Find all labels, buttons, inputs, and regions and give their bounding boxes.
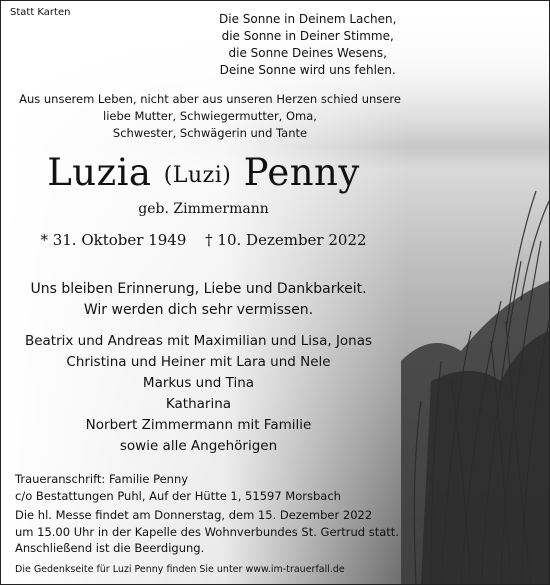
family-line: sowie alle Angehörigen — [119, 438, 278, 454]
first-name: Luzia — [47, 151, 152, 194]
poem — [219, 11, 396, 79]
poem-line: die Sonne Deines Wesens, — [228, 46, 387, 60]
family-line: Markus und Tina — [142, 375, 255, 391]
mass-line: Die hl. Messe findet am Donnerstag, dem 15. Dezember 2022 — [15, 508, 373, 522]
family-line: Katharina — [165, 396, 232, 412]
family-line: Christina und Heiner mit Lara und Nele — [66, 354, 331, 370]
poem-line: Deine Sonne wird uns fehlen. — [219, 63, 396, 77]
header-statt-karten: Statt Karten — [10, 7, 71, 18]
intro-text — [15, 91, 405, 142]
life-dates — [1, 231, 406, 249]
intro-line: Aus unserem Leben, nicht aber aus unseren Herzen schied unsere — [19, 92, 401, 106]
address-line: c/o Bestattungen Puhl, Auf der Hütte 1, 51597 Morsbach — [15, 488, 341, 503]
family-line: Beatrix und Andreas mit Maximilian und Lisa, Jonas — [24, 333, 373, 349]
memory-text — [1, 279, 396, 321]
birth-name: geb. Zimmermann — [138, 201, 269, 217]
memorial-page-footer: Die Gedenkseite für Luzi Penny finden Sie unter www.im-trauerfall.de — [15, 564, 345, 575]
mourning-address — [15, 471, 341, 504]
poem-line: Die Sonne in Deinem Lachen, — [219, 12, 397, 26]
nickname: (Luzi) — [163, 163, 232, 188]
mass-line: um 15.00 Uhr in der Kapelle des Wohnverbundes St. Gertrud statt. — [15, 524, 399, 539]
intro-line: liebe Mutter, Schwiegermutter, Oma, — [103, 109, 317, 123]
last-name: Penny — [243, 151, 360, 194]
mass-line: Anschließend ist die Beerdigung. — [15, 541, 205, 555]
birth-date: * 31. Oktober 1949 — [40, 231, 187, 249]
death-date: † 10. Dezember 2022 — [205, 231, 367, 249]
family-line: Norbert Zimmermann mit Familie — [85, 417, 312, 433]
family-list — [1, 331, 396, 457]
memory-line: Wir werden dich sehr vermissen. — [83, 302, 314, 318]
address-line: Traueranschrift: Familie Penny — [15, 472, 189, 486]
memory-line: Uns bleiben Erinnerung, Liebe und Dankbarkeit. — [30, 281, 367, 297]
poem-line: die Sonne in Deiner Stimme, — [221, 29, 394, 43]
mass-info — [15, 507, 399, 557]
intro-line: Schwester, Schwägerin und Tante — [112, 126, 308, 140]
deceased-name — [1, 151, 406, 194]
